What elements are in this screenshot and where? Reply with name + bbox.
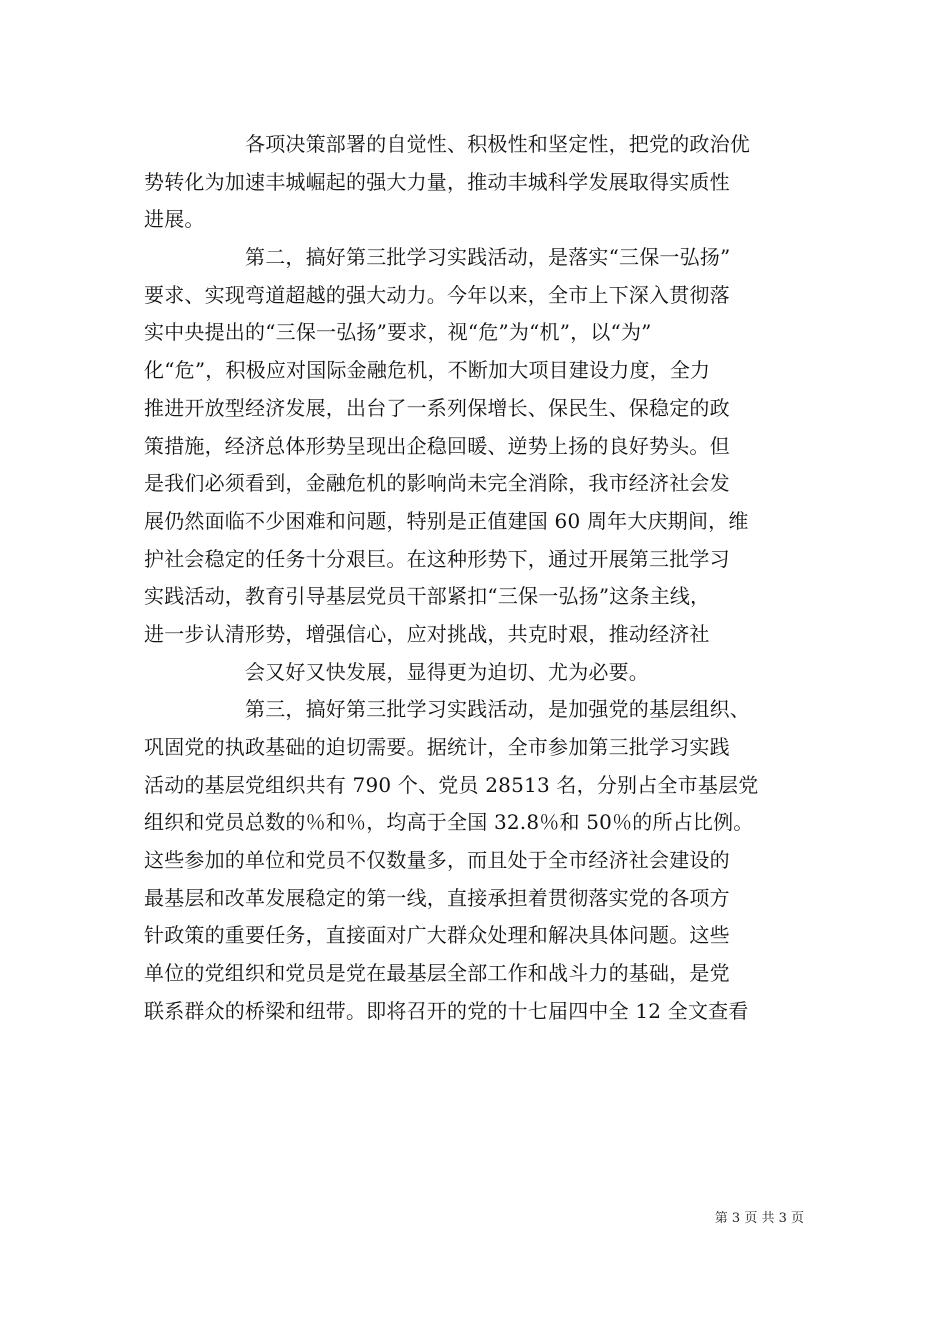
- text-line: 实践活动，教育引导基层党员干部紧扣“三保一弘扬”这条主线，: [144, 584, 711, 609]
- text-line: 进展。: [144, 207, 205, 232]
- text-line: 针政策的重要任务，直接面对广大群众处理和解决具体问题。这些: [144, 923, 730, 948]
- text-line: 最基层和改革发展稳定的第一线，直接承担着贯彻落实党的各项方: [144, 885, 730, 910]
- text-line: 护社会稳定的任务十分艰巨。在这种形势下，通过开展第三批学习: [144, 546, 730, 571]
- text-line: 进一步认清形势，增强信心，应对挑战，共克时艰，推动经济社: [144, 621, 710, 646]
- text-line: 单位的党组织和党员是党在最基层全部工作和战斗力的基础，是党: [144, 961, 730, 986]
- text-line: 实中央提出的“三保一弘扬”要求，视“危”为“机”，以“为”: [144, 320, 652, 345]
- text-line: 化“危”，积极应对国际金融危机，不断加大项目建设力度，全力: [144, 358, 711, 383]
- text-line: 活动的基层党组织共有 790 个、党员 28513 名，分别占全市基层党: [144, 772, 759, 797]
- text-line: 各项决策部署的自觉性、积极性和坚定性，把党的政治优: [245, 132, 750, 156]
- document-body: [144, 126, 814, 1031]
- text-line: 第三，搞好第三批学习实践活动，是加强党的基层组织、: [245, 697, 750, 722]
- text-line: 巩固党的执政基础的迫切需要。据统计，全市参加第三批学习实践: [144, 735, 730, 759]
- text-line: 要求、实现弯道超越的强大动力。今年以来，全市上下深入贯彻落: [144, 282, 730, 307]
- text-line: 推进开放型经济发展，出台了一系列保增长、保民生、保稳定的政: [144, 395, 730, 420]
- text-line: 联系群众的桥梁和纽带。即将召开的党的十七届四中全 12 全文查看: [144, 998, 749, 1023]
- text-line: 第二，搞好第三批学习实践活动，是落实“三保一弘扬”: [245, 245, 731, 270]
- text-line: 会又好又快发展，显得更为迫切、尤为必要。: [245, 659, 649, 684]
- text-line: 是我们必须看到，金融危机的影响尚未完全消除，我市经济社会发: [144, 471, 730, 496]
- text-line: 这些参加的单位和党员不仅数量多，而且处于全市经济社会建设的: [144, 848, 730, 873]
- text-line: 策措施，经济总体形势呈现出企稳回暖、逆势上扬的良好势头。但: [144, 433, 730, 458]
- text-lines: [144, 126, 814, 1031]
- text-line: 组织和党员总数的％和％，均高于全国 32.8％和 50％的所占比例。: [144, 810, 754, 835]
- text-line: 势转化为加速丰城崛起的强大力量，推动丰城科学发展取得实质性: [144, 169, 730, 194]
- page-number: 第 3 页 共 3 页: [714, 1211, 804, 1226]
- text-line: 展仍然面临不少困难和问题，特别是正值建国 60 周年大庆期间，维: [144, 508, 749, 533]
